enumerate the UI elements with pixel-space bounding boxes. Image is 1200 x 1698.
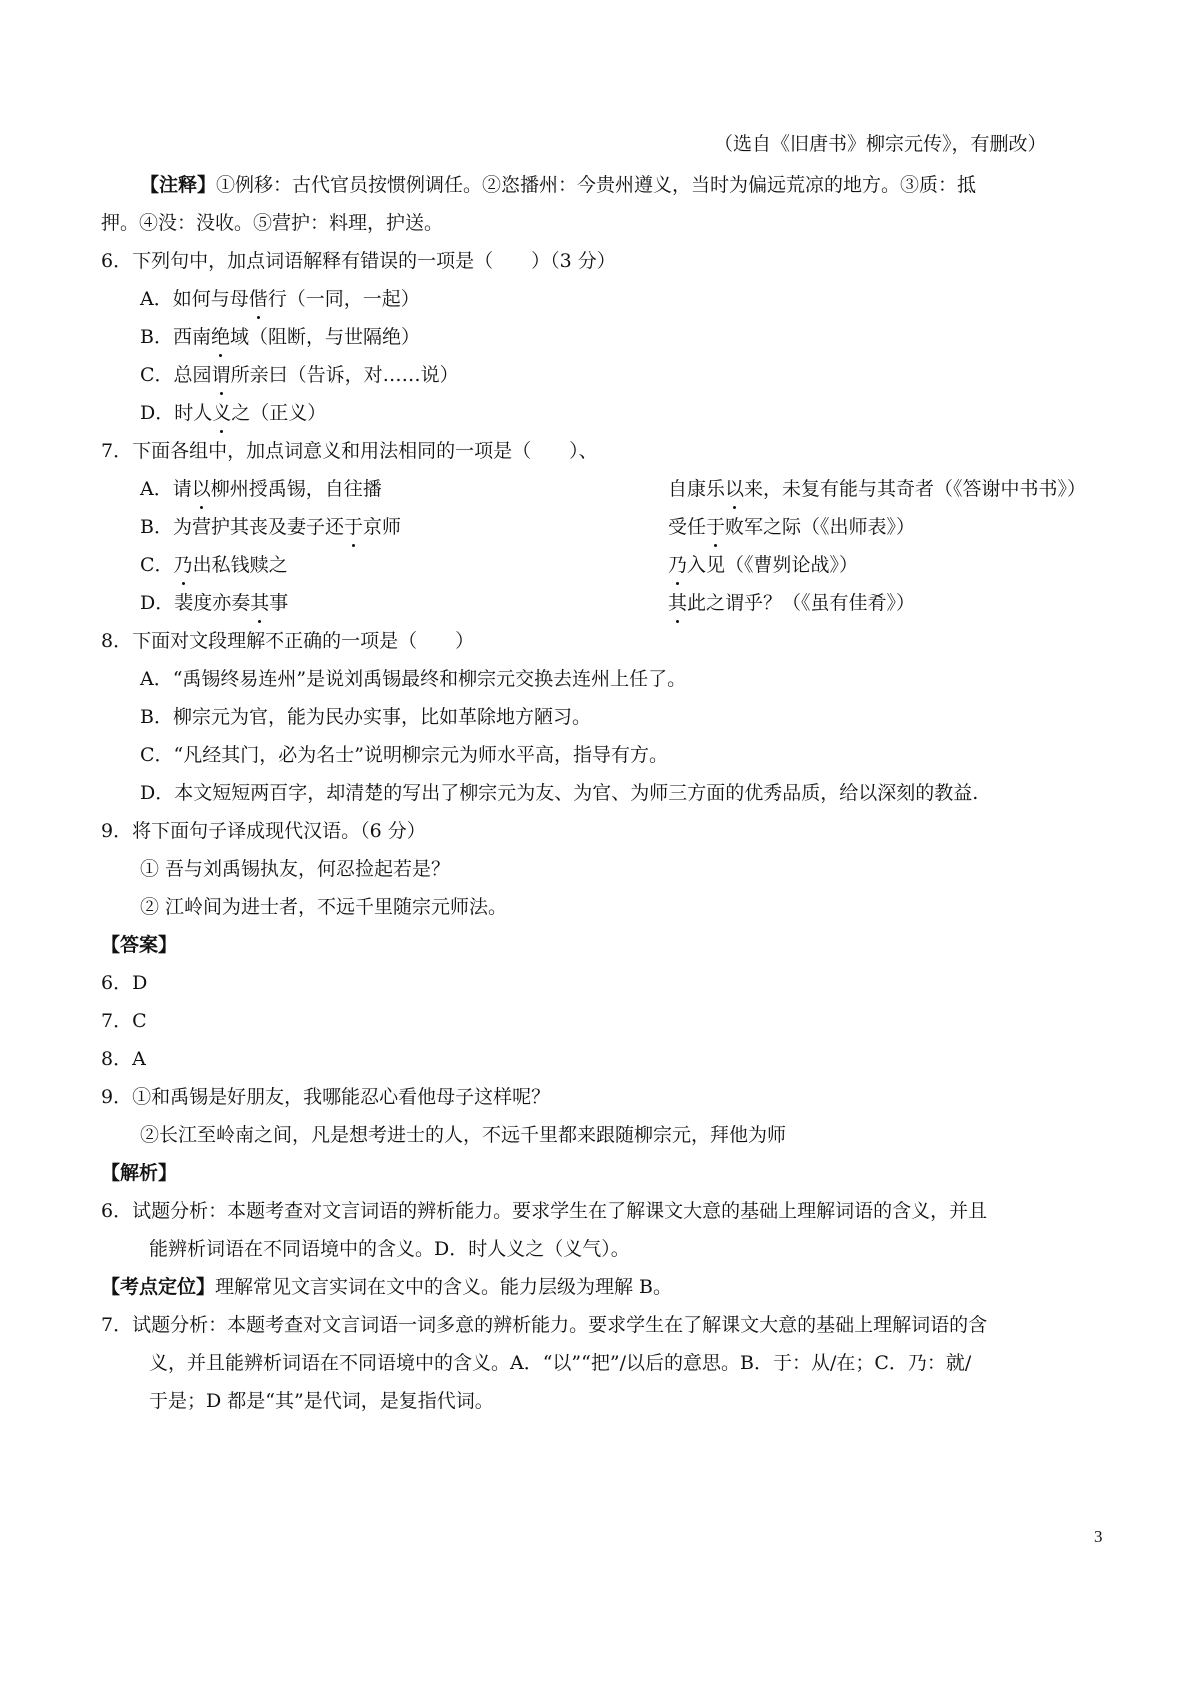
q9-stem: 9．将下面句子译成现代汉语。（6 分） <box>101 820 426 842</box>
q8-option-c: C．“凡经其门，必为名士”说明柳宗元为师水平高，指导有方。 <box>140 744 668 766</box>
q7-row-a: A．请以柳州授禹锡，自往播 自康乐以来，未复有能与其奇者（《答谢中书书》） <box>140 475 1140 503</box>
notes-line-2: 押。④没：没收。⑤营护：料理，护送。 <box>101 212 444 234</box>
q6-a-dotted-word: 偕 <box>249 285 268 313</box>
q6-b-dotted-word: 绝 <box>211 323 230 351</box>
q7-row-c: C．乃出私钱赎之 乃入见（《曹刿论战》） <box>140 551 1140 579</box>
q7-c-right-dotted: 乃 <box>668 551 687 579</box>
kaodian-label: 【考点定位】 <box>101 1276 216 1298</box>
answer-heading: 【答案】 <box>101 934 178 956</box>
q7-d-right: 其此之谓乎？（《虽有佳肴》） <box>668 589 915 617</box>
answer-7: 7．C <box>101 1010 147 1032</box>
q8-stem: 8．下面对文段理解不正确的一项是（ ） <box>101 630 475 652</box>
q7-a-left-dotted: 以 <box>192 475 211 503</box>
q7-c-left-dotted: 乃 <box>174 551 193 579</box>
q7-row-b: B．为营护其丧及妻子还于京师 受任于败军之际（《出师表》） <box>140 513 1140 541</box>
notes-line-1 <box>140 171 976 199</box>
q7-b-right-dotted: 于 <box>706 513 725 541</box>
analysis-6-line-1: 6．试题分析：本题考查对文言词语的辨析能力。要求学生在了解课文大意的基础上理解词语的含义，并且 <box>101 1200 988 1222</box>
q8-option-d: D．本文短短两百字，却清楚的写出了柳宗元为友、为官、为师三方面的优秀品质，给以深刻的教益. <box>140 782 979 804</box>
analysis-7-line-3: 于是；D 都是“其”是代词，是复指代词。 <box>149 1390 494 1412</box>
answer-9-2: ②长江至岭南之间，凡是想考进士的人，不远千里都来跟随柳宗元，拜他为师 <box>140 1124 787 1146</box>
q6-c-dotted-word: 谓 <box>212 361 231 389</box>
q7-b-right: 受任于败军之际（《出师表》） <box>668 513 915 541</box>
q6-d-dotted-word: 义 <box>212 399 231 427</box>
answer-6: 6．D <box>101 972 148 994</box>
notes-label: 【注释】 <box>140 174 217 196</box>
q6-stem: 6．下列句中，加点词语解释有错误的一项是（ ）（3 分） <box>101 250 616 272</box>
analysis-heading: 【解析】 <box>101 1162 178 1184</box>
q6-option-d: D．时人义之（正义） <box>140 399 326 427</box>
q6-option-a: A．如何与母偕行（一同，一起） <box>140 285 420 313</box>
q7-d-left-dotted: 其 <box>250 589 269 617</box>
q8-option-a: A．“禹锡终易连州”是说刘禹锡最终和柳宗元交换去连州上任了。 <box>140 668 687 690</box>
kaodian-text: 理解常见文言实词在文中的含义。能力层级为理解 B。 <box>215 1276 673 1298</box>
answer-9-1: 9．①和禹锡是好朋友，我哪能忍心看他母子这样呢？ <box>101 1086 551 1108</box>
source-note: （选自《旧唐书》柳宗元传》，有删改） <box>714 133 1047 155</box>
q9-item-2: ② 江岭间为进士者，不远千里随宗元师法。 <box>140 896 508 918</box>
q7-b-left-dotted: 于 <box>344 513 363 541</box>
analysis-6-line-2: 能辨析词语在不同语境中的含义。D．时人义之（义气）。 <box>149 1238 630 1260</box>
analysis-7-line-2: 义，并且能辨析词语在不同语境中的含义。A．“以”“把”/以后的意思。B．于：从/在；C．乃：就/ <box>149 1352 972 1374</box>
analysis-7-line-1: 7．试题分析：本题考查对文言词语一词多意的辨析能力。要求学生在了解课文大意的基础上理解词语的含 <box>101 1314 988 1336</box>
q7-c-right: 乃入见（《曹刿论战》） <box>668 551 858 579</box>
q6-option-c: C．总园谓所亲曰（告诉，对……说） <box>140 361 459 389</box>
q7-row-d: D．裴度亦奏其事 其此之谓乎？（《虽有佳肴》） <box>140 589 1140 617</box>
kaodian-line <box>101 1273 672 1301</box>
notes-text-1: ①例移：古代官员按惯例调任。②恣播州：今贵州遵义，当时为偏远荒凉的地方。③质：抵 <box>216 174 977 196</box>
answer-8: 8．A <box>101 1048 146 1070</box>
q7-d-right-dotted: 其 <box>668 589 687 617</box>
q9-item-1: ① 吾与刘禹锡执友，何忍捡起若是？ <box>140 858 451 880</box>
page-number: 3 <box>1094 1527 1103 1546</box>
q8-option-b: B．柳宗元为官，能为民办实事，比如革除地方陋习。 <box>140 706 591 728</box>
q7-a-right: 自康乐以来，未复有能与其奇者（《答谢中书书》） <box>668 475 1086 503</box>
q7-a-right-dotted: 以 <box>725 475 744 503</box>
q6-option-b: B．西南绝域（阻断，与世隔绝） <box>140 323 420 351</box>
q7-stem: 7．下面各组中，加点词意义和用法相同的一项是（ ）、 <box>101 440 598 462</box>
